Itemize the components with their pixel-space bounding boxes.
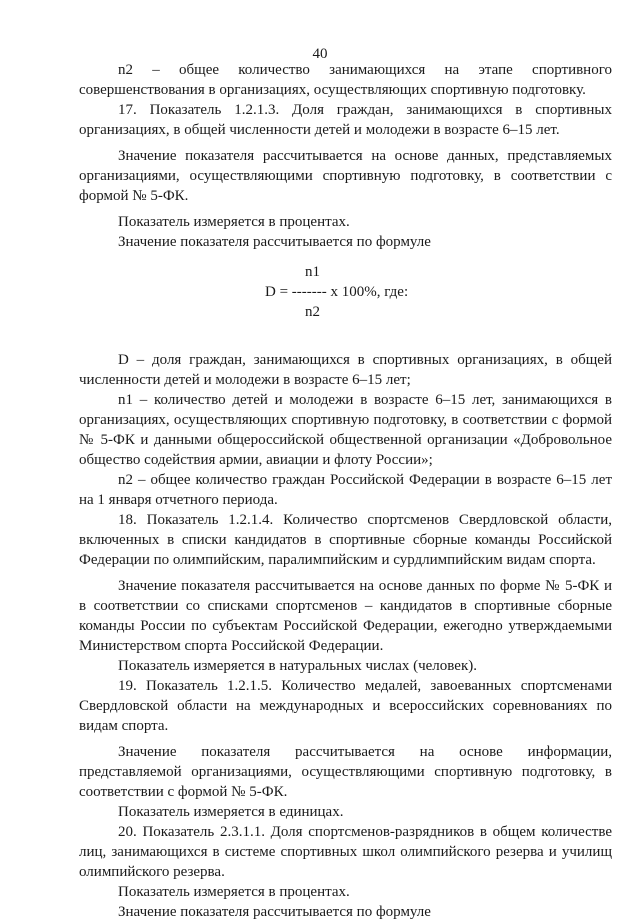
formula-denominator: n2 xyxy=(305,304,320,320)
paragraph-indicator-18: 18. Показатель 1.2.1.4. Количество спортсменов Свердловской области, включенных в списки кандидатов в спортивные сборные команды Российской Федерации по олимпийским, паралимпийским и сурдлимпийским видам спорта. xyxy=(79,512,612,568)
paragraph-unit-people: Показатель измеряется в натуральных числах (человек). xyxy=(118,658,477,674)
paragraph-indicator-19-calculation: Значение показателя рассчитывается на основе информации, представляемой организациями, осуществляющими спортивную подготовку, в соответствии с формой № 5-ФК. xyxy=(79,744,612,800)
paragraph-n2-definition-2: n2 – общее количество граждан Российской Федерации в возрасте 6–15 лет на 1 января отчетного периода. xyxy=(79,472,612,508)
paragraph-indicator-17: 17. Показатель 1.2.1.3. Доля граждан, занимающихся в спортивных организациях, в общей численности детей и молодежи в возрасте 6–15 лет. xyxy=(79,102,612,138)
paragraph-unit-percent-2: Показатель измеряется в процентах. xyxy=(118,884,350,900)
paragraph-n2-definition: n2 – общее количество занимающихся на этапе спортивного совершенствования в организациях, осуществляющих спортивную подготовку. xyxy=(79,62,612,98)
paragraph-calculation-basis: Значение показателя рассчитывается на основе данных, представляемых организациями, осуществляющими спортивную подготовку, в соответствии с формой № 5-ФК. xyxy=(79,148,612,204)
page-number: 40 xyxy=(312,46,328,62)
paragraph-indicator-18-calculation: Значение показателя рассчитывается на основе данных по форме № 5-ФК и в соответствии со списками спортсменов – кандидатов в спортивные сборные команды России по субъектам Российской Федерации, ежегодно утверждаемыми Министерством спорта Российской Федерации. xyxy=(79,578,612,654)
formula-expression: D = ------- x 100%, где: xyxy=(265,284,409,300)
document-body xyxy=(79,60,612,922)
formula-numerator: n1 xyxy=(305,264,320,280)
paragraph-unit-units: Показатель измеряется в единицах. xyxy=(118,804,344,820)
paragraph-d-definition: D – доля граждан, занимающихся в спортивных организациях, в общей численности детей и молодежи в возрасте 6–15 лет; xyxy=(79,352,612,388)
paragraph-formula-intro-2: Значение показателя рассчитывается по формуле xyxy=(118,904,431,920)
paragraph-indicator-19: 19. Показатель 1.2.1.5. Количество медалей, завоеванных спортсменами Свердловской области на международных и всероссийских соревнованиях по видам спорта. xyxy=(79,678,612,734)
paragraph-indicator-20: 20. Показатель 2.3.1.1. Доля спортсменов-разрядников в общем количестве лиц, занимающихся в системе спортивных школ олимпийского резерва и училищ олимпийского резерва. xyxy=(79,824,612,880)
paragraph-n1-definition: n1 – количество детей и молодежи в возрасте 6–15 лет, занимающихся в организациях, осуществляющих спортивную подготовку, в соответствии с формой № 5-ФК и данными общероссийской общественной организации «Добровольное общество содействия армии, авиации и флоту России»; xyxy=(79,392,612,468)
paragraph-formula-intro: Значение показателя рассчитывается по формуле xyxy=(118,234,431,250)
paragraph-unit-percent: Показатель измеряется в процентах. xyxy=(118,214,350,230)
formula-block xyxy=(79,252,612,350)
